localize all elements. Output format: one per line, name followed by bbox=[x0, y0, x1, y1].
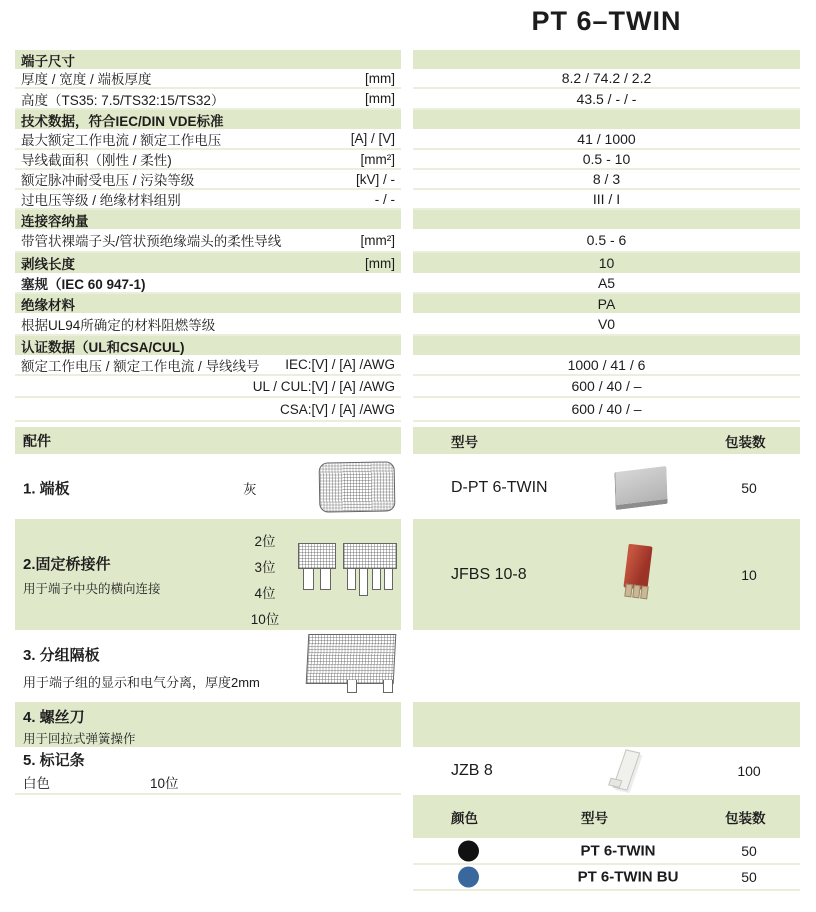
color-model-header: 型号 bbox=[581, 810, 608, 826]
spec-row bbox=[15, 398, 401, 422]
spec-row bbox=[15, 376, 401, 398]
spec-value: 43.5 / - / - bbox=[413, 89, 800, 110]
qty-bridge: 10 bbox=[741, 566, 757, 583]
spec-unit: [mm] bbox=[365, 91, 395, 106]
spec-value: III / I bbox=[413, 190, 800, 210]
qty-marker: 100 bbox=[737, 763, 761, 779]
accessory-item-marker bbox=[15, 747, 401, 795]
spec-label: 高度（TS35: 7.5/TS32:15/TS32） bbox=[21, 92, 225, 108]
spec-label: 端子尺寸 bbox=[21, 53, 75, 69]
spec-value-band bbox=[413, 210, 800, 229]
spec-label: 剥线长度 bbox=[21, 257, 75, 272]
black-color-dot-icon bbox=[458, 840, 479, 861]
spec-value-band bbox=[413, 336, 800, 355]
spec-value: V0 bbox=[413, 313, 800, 336]
color-row-qty: 50 bbox=[741, 842, 757, 859]
accessory-item-endplate bbox=[15, 457, 401, 519]
model-bridge: JFBS 10-8 bbox=[451, 565, 527, 583]
spec-value-band bbox=[413, 50, 800, 69]
accessory-item-partition bbox=[15, 630, 401, 702]
spec-row bbox=[15, 170, 401, 190]
accessory-item-bridge bbox=[15, 519, 401, 630]
spec-section-header bbox=[15, 294, 401, 313]
spec-value: 600 / 40 / – bbox=[413, 398, 800, 422]
spec-label: 根据UL94所确定的材料阻燃等级 bbox=[21, 317, 216, 333]
spec-unit: [A] / [V] bbox=[350, 131, 395, 146]
spec-unit: [mm] bbox=[365, 255, 395, 271]
bridge-4pos-drawing bbox=[343, 543, 397, 596]
spec-value: 1000 / 41 / 6 bbox=[413, 355, 800, 376]
page-title: PT 6–TWIN bbox=[531, 6, 682, 36]
spec-unit: CSA:[V] / [A] /AWG bbox=[279, 401, 395, 417]
spec-row bbox=[15, 253, 401, 273]
spec-label: 绝缘材料 bbox=[21, 297, 75, 313]
item5-positions: 10位 bbox=[150, 776, 179, 791]
model-row-bridge bbox=[413, 519, 800, 630]
spec-row bbox=[15, 89, 401, 110]
partition-drawing-icon bbox=[307, 634, 397, 696]
model-qty-header bbox=[413, 427, 800, 454]
spec-unit: - / - bbox=[374, 191, 395, 207]
color-row-black bbox=[413, 838, 800, 865]
model-endplate: D-PT 6-TWIN bbox=[451, 479, 548, 496]
spec-row bbox=[15, 355, 401, 376]
option-4pos: 4位 bbox=[254, 586, 276, 601]
spec-label: 认证数据（UL和CSA/CUL) bbox=[21, 339, 185, 355]
spec-label: 额定工作电压 / 额定工作电流 / 导线线号 bbox=[21, 358, 260, 374]
color-qty-header: 包装数 bbox=[725, 810, 766, 826]
item3-desc: 用于端子组的显示和电气分离，厚度2mm bbox=[23, 675, 260, 690]
spec-value-column bbox=[413, 50, 800, 422]
item3-title: 3. 分组隔板 bbox=[23, 647, 100, 664]
marker-photo-icon bbox=[613, 749, 641, 790]
spec-value: 41 / 1000 bbox=[413, 129, 800, 150]
bridge-drawing-icon bbox=[298, 543, 397, 596]
spec-value: 0.5 - 6 bbox=[413, 229, 800, 253]
spec-row bbox=[15, 69, 401, 89]
spec-unit: [kV] / - bbox=[355, 171, 395, 187]
option-10pos: 10位 bbox=[250, 612, 280, 627]
model-row-marker bbox=[413, 747, 800, 795]
item4-title: 4. 螺丝刀 bbox=[23, 709, 85, 726]
spec-label: 导线截面积（刚性 / 柔性) bbox=[21, 153, 172, 168]
endplate-drawing-icon bbox=[319, 461, 396, 512]
item2-desc: 用于端子中央的横向连接 bbox=[23, 582, 161, 596]
spec-value: PA bbox=[413, 294, 800, 313]
spec-row bbox=[15, 190, 401, 210]
spec-label: 最大额定工作电流 / 额定工作电压 bbox=[21, 132, 222, 148]
spec-row bbox=[15, 273, 401, 294]
option-2pos: 2位 bbox=[254, 534, 276, 549]
spec-label: 连接容纳量 bbox=[21, 213, 89, 229]
spec-value: 8 / 3 bbox=[413, 170, 800, 190]
qty-endplate: 50 bbox=[741, 480, 757, 496]
model-header: 型号 bbox=[451, 434, 478, 450]
spec-row bbox=[15, 129, 401, 150]
blue-color-dot-icon bbox=[458, 867, 479, 888]
color-header: 颜色 bbox=[451, 810, 478, 826]
spec-label: 厚度 / 宽度 / 端板厚度 bbox=[21, 72, 152, 87]
item1-title: 1. 端板 bbox=[23, 480, 70, 498]
spec-unit: [mm²] bbox=[360, 151, 395, 167]
color-row-model: PT 6-TWIN bbox=[580, 842, 656, 859]
spec-label: 带管状裸端子头/管状预绝缘端头的柔性导线 bbox=[21, 234, 282, 249]
spec-unit: IEC:[V] / [A] /AWG bbox=[285, 357, 395, 372]
item5-title: 5. 标记条 bbox=[23, 752, 85, 769]
spec-label: 过电压等级 / 绝缘材料组别 bbox=[21, 193, 181, 208]
item2-title: 2.固定桥接件 bbox=[23, 556, 111, 573]
spec-label: 塞规（IEC 60 947-1) bbox=[21, 276, 146, 292]
spec-value-band bbox=[413, 110, 800, 129]
spec-unit: [mm²] bbox=[360, 232, 395, 248]
spec-label: 技术数据，符合IEC/DIN VDE标准 bbox=[21, 113, 224, 129]
option-3pos: 3位 bbox=[254, 560, 276, 575]
color-table-header bbox=[413, 795, 800, 838]
item1-color: 灰 bbox=[243, 482, 257, 497]
spec-section-header bbox=[15, 50, 401, 69]
bridge-photo-icon bbox=[623, 544, 652, 591]
green-band-empty bbox=[413, 702, 800, 747]
accessories-header: 配件 bbox=[15, 427, 401, 454]
spec-value: 10 bbox=[413, 253, 800, 273]
spec-row bbox=[15, 313, 401, 336]
bridge-2pos-drawing bbox=[298, 543, 336, 590]
model-row-endplate bbox=[413, 457, 800, 519]
spec-row bbox=[15, 229, 401, 253]
spec-section-header bbox=[15, 110, 401, 129]
color-row-model: PT 6-TWIN BU bbox=[577, 868, 679, 886]
spec-label: 额定脉冲耐受电压 / 污染等级 bbox=[21, 173, 195, 188]
color-row-qty: 50 bbox=[741, 869, 757, 885]
model-marker: JZB 8 bbox=[451, 762, 493, 779]
spec-value: 8.2 / 74.2 / 2.2 bbox=[413, 69, 800, 89]
accessory-item-screwdriver bbox=[15, 702, 401, 747]
item5-color: 白色 bbox=[23, 776, 50, 791]
spec-value: 600 / 40 / – bbox=[413, 376, 800, 398]
spec-unit: [mm] bbox=[365, 70, 395, 86]
spec-section-header bbox=[15, 210, 401, 229]
spec-label-column bbox=[15, 50, 401, 422]
qty-header: 包装数 bbox=[725, 434, 766, 450]
spec-value: A5 bbox=[413, 273, 800, 294]
item4-desc: 用于回拉式弹簧操作 bbox=[23, 732, 136, 746]
color-row-blue bbox=[413, 865, 800, 891]
endplate-photo-icon bbox=[614, 466, 667, 510]
spec-value: 0.5 - 10 bbox=[413, 150, 800, 170]
item2-options bbox=[237, 529, 293, 633]
spec-row bbox=[15, 150, 401, 170]
spec-unit: UL / CUL:[V] / [A] /AWG bbox=[252, 378, 395, 394]
spec-section-header bbox=[15, 336, 401, 355]
